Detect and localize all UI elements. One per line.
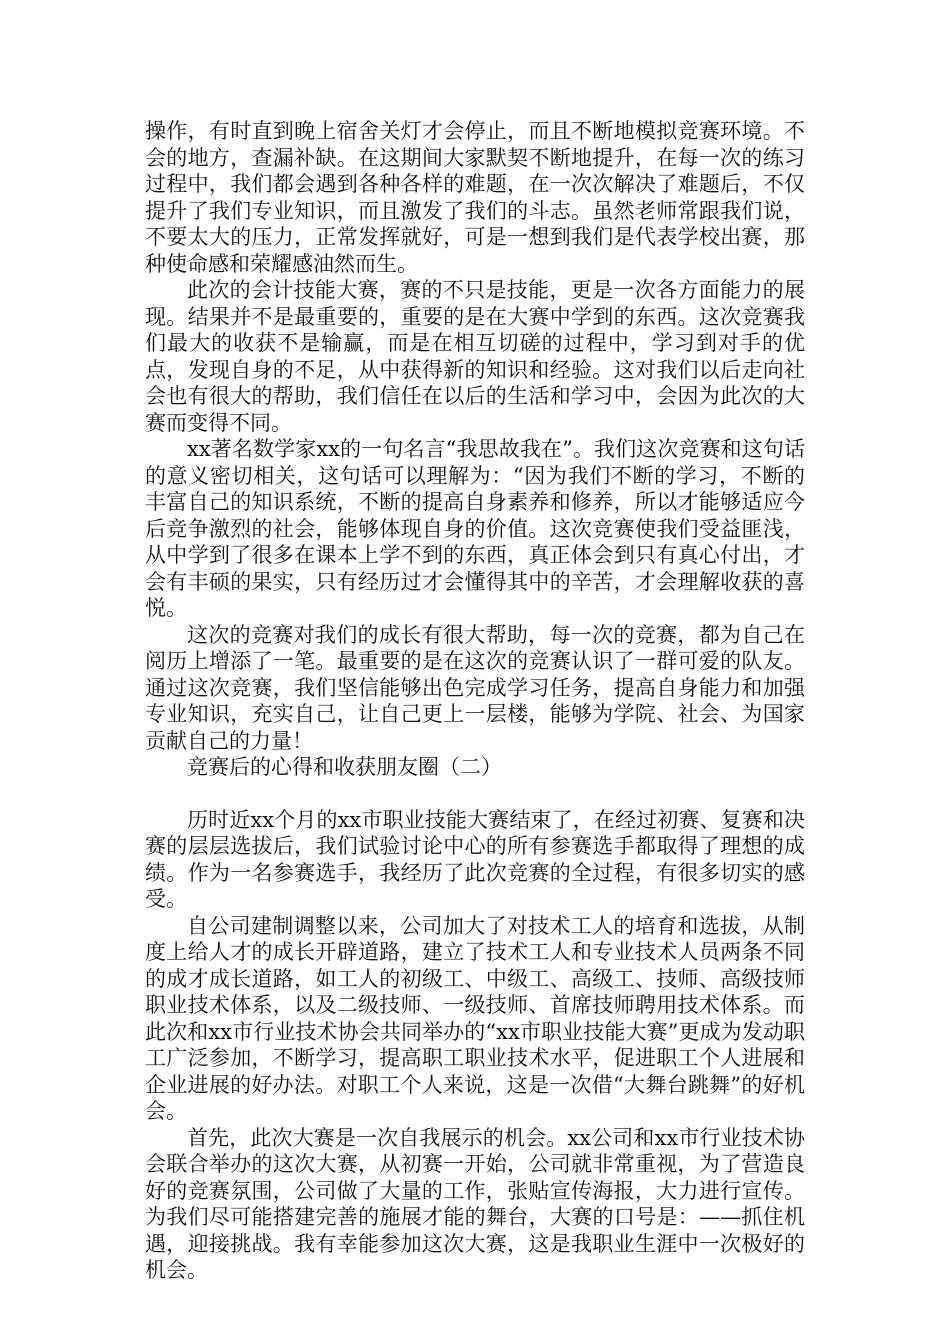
paragraph-continued: 操作，有时直到晚上宿舍关灯才会停止，而且不断地模拟竞赛环境。不会的地方，查漏补缺。在这期间大家默契不断地提升，在每一次的练习过程中，我们都会遇到各种各样的难题，在一次次解决了难题后，不仅提升了我们专业知识，而且激发了我们的斗志。虽然老师常跟我们说，不要太大的压力，正常发挥就好，可是一想到我们是代表学校出赛，那种使命感和荣耀感油然而生。 bbox=[145, 119, 805, 276]
paragraph: 历时近xx个月的xx市职业技能大赛结束了，在经过初赛、复赛和决赛的层层选拔后，我们试验讨论中心的所有参赛选手都取得了理想的成绩。作为一名参赛选手，我经历了此次竞赛的全过程，有很多切实的感受。 bbox=[145, 807, 805, 911]
paragraph: 首先，此次大赛是一次自我展示的机会。xx公司和xx市行业技术协会联合举办的这次大赛，从初赛一开始，公司就非常重视，为了营造良好的竞赛氛围，公司做了大量的工作，张贴宣传海报，大力进行宣传。为我们尽可能搭建完善的施展才能的舞台，大赛的口号是：——抓住机遇，迎接挑战。我有幸能参加这次大赛，这是我职业生涯中一次极好的机会。 bbox=[145, 1125, 805, 1282]
section-title: 竞赛后的心得和收获朋友圈（二） bbox=[187, 755, 502, 779]
paragraph: 自公司建制调整以来，公司加大了对技术工人的培育和选拔，从制度上给人才的成长开辟道路，建立了技术工人和专业技术人员两条不同的成才成长道路，如工人的初级工、中级工、高级工、技师、高级技师职业技术体系，以及二级技师、一级技师、首席技师聘用技术体系。而此次和xx市行业技术协会共同举办的“xx市职业技能大赛”更成为发动职工广泛参加，不断学习，提高职工职业技术水平，促进职工个人进展和企业进展的好办法。对职工个人来说，这是一次借“大舞台跳舞”的好机会。 bbox=[145, 913, 805, 1123]
paragraph: 此次的会计技能大赛，赛的不只是技能，更是一次各方面能力的展现。结果并不是最重要的，重要的是在大赛中学到的东西。这次竞赛我们最大的收获不是输赢，而是在相互切磋的过程中，学习到对手的优点，发现自身的不足，从中获得新的知识和经验。这对我们以后走向社会也有很大的帮助，我们信任在以后的生活和学习中，会因为此次的大赛而变得不同。 bbox=[145, 278, 805, 435]
paragraph: 这次的竞赛对我们的成长有很大帮助，每一次的竞赛，都为自己在阅历上增添了一笔。最重要的是在这次的竞赛认识了一群可爱的队友。通过这次竞赛，我们坚信能够出色完成学习任务，提高自身能力和加强专业知识，充实自己，让自己更上一层楼，能够为学院、社会、为国家贡献自己的力量！ bbox=[145, 622, 805, 753]
document-page bbox=[145, 118, 805, 1284]
paragraph: xx著名数学家xx的一句名言“我思故我在”。我们这次竞赛和这句话的意义密切相关，这句话可以理解为：“因为我们不断的学习，不断的丰富自己的知识系统，不断的提高自身素养和修养，所以才能够适应今后竞争激烈的社会，能够体现自身的价值。这次竞赛使我们受益匪浅，从中学到了很多在课本上学不到的东西，真正体会到只有真心付出，才会有丰硕的果实，只有经历过才会懂得其中的辛苦，才会理解收获的喜悦。 bbox=[145, 437, 805, 620]
